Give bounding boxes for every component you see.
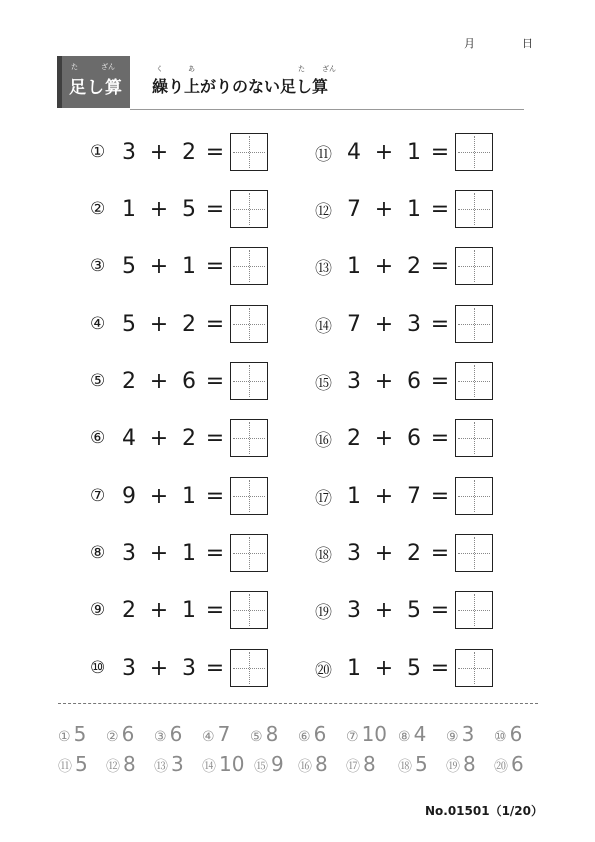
answer-number: ⑨	[446, 729, 459, 745]
addend-b: 5	[182, 196, 196, 222]
answer-key-item	[106, 722, 134, 746]
answer-key-item	[254, 752, 284, 776]
equals-sign: =	[430, 196, 450, 222]
plus-sign: +	[374, 196, 394, 222]
addend-b: 6	[407, 425, 421, 451]
answer-key-item	[346, 752, 376, 776]
addend-b: 3	[407, 311, 421, 337]
addend-b: 2	[182, 311, 196, 337]
equals-sign: =	[205, 196, 225, 222]
problem-10	[90, 648, 268, 688]
problem-number: ⑩	[90, 658, 106, 678]
problem-17	[315, 476, 493, 516]
plus-sign: +	[149, 253, 169, 279]
equals-sign: =	[205, 425, 225, 451]
equals-sign: =	[430, 253, 450, 279]
answer-box[interactable]	[455, 591, 493, 629]
addend-a: 3	[122, 655, 136, 681]
answer-value: 6	[313, 722, 327, 746]
answer-box[interactable]	[455, 247, 493, 285]
answer-value: 5	[75, 752, 88, 776]
answer-key-item	[202, 722, 230, 746]
answer-number: ⑬	[154, 759, 168, 775]
answer-row-1	[58, 722, 538, 752]
addend-b: 1	[182, 540, 196, 566]
equals-sign: =	[205, 311, 225, 337]
answer-key-item	[446, 722, 474, 746]
addend-a: 7	[347, 196, 361, 222]
problem-number: ⑥	[90, 428, 106, 448]
problem-18	[315, 533, 493, 573]
answer-number: ①	[58, 729, 71, 745]
addend-b: 2	[182, 425, 196, 451]
addend-b: 5	[407, 655, 421, 681]
answer-value: 10	[219, 752, 245, 776]
addend-a: 4	[347, 139, 361, 165]
addend-a: 4	[122, 425, 136, 451]
answer-box[interactable]	[230, 591, 268, 629]
plus-sign: +	[149, 368, 169, 394]
problem-number: ②	[90, 199, 106, 219]
addend-b: 2	[407, 253, 421, 279]
answer-box[interactable]	[230, 649, 268, 687]
answer-box[interactable]	[230, 133, 268, 171]
answer-value: 7	[217, 722, 231, 746]
answer-number: ③	[154, 729, 167, 745]
addend-a: 3	[122, 540, 136, 566]
problem-number: ①	[90, 142, 106, 162]
subtitle-ruby-a: あ	[188, 65, 195, 73]
answer-box[interactable]	[230, 247, 268, 285]
answer-value: 8	[265, 722, 279, 746]
answer-number: ⑯	[298, 759, 312, 775]
plus-sign: +	[374, 540, 394, 566]
problem-number: ⑭	[315, 316, 332, 337]
answer-box[interactable]	[455, 419, 493, 457]
plus-sign: +	[374, 425, 394, 451]
month-label: 月	[464, 37, 475, 50]
plus-sign: +	[374, 597, 394, 623]
answer-number: ⑤	[250, 729, 263, 745]
answer-key-item	[106, 752, 136, 776]
addend-b: 6	[407, 368, 421, 394]
plus-sign: +	[149, 540, 169, 566]
problem-8	[90, 533, 268, 573]
plus-sign: +	[149, 139, 169, 165]
answer-number: ⑫	[106, 759, 120, 775]
problem-number: ⑲	[315, 602, 332, 623]
answer-value: 8	[363, 752, 376, 776]
problem-number: ④	[90, 314, 106, 334]
problem-number: ⑱	[315, 545, 332, 566]
problem-number: ⑪	[315, 144, 332, 165]
plus-sign: +	[149, 483, 169, 509]
problem-19	[315, 590, 493, 630]
problem-number: ⑧	[90, 543, 106, 563]
addend-a: 1	[122, 196, 136, 222]
answer-key-item	[298, 752, 328, 776]
equals-sign: =	[430, 483, 450, 509]
answer-key-item	[298, 722, 326, 746]
addend-b: 1	[182, 597, 196, 623]
answer-value: 6	[169, 722, 183, 746]
problem-15	[315, 361, 493, 401]
addend-b: 1	[182, 253, 196, 279]
problem-number: ⑫	[315, 201, 332, 222]
worksheet-code: No.01501（1/20）	[424, 804, 543, 818]
equals-sign: =	[430, 425, 450, 451]
answer-value: 8	[123, 752, 136, 776]
answer-value: 8	[463, 752, 476, 776]
equals-sign: =	[205, 253, 225, 279]
answer-number: ⑥	[298, 729, 311, 745]
equals-sign: =	[205, 597, 225, 623]
plus-sign: +	[149, 655, 169, 681]
answer-key-item	[250, 722, 278, 746]
addend-a: 5	[122, 253, 136, 279]
answer-box[interactable]	[230, 477, 268, 515]
equals-sign: =	[430, 655, 450, 681]
addend-a: 5	[122, 311, 136, 337]
equals-sign: =	[430, 540, 450, 566]
plus-sign: +	[374, 655, 394, 681]
addend-b: 1	[407, 139, 421, 165]
answer-box[interactable]	[455, 477, 493, 515]
answer-value: 4	[413, 722, 427, 746]
problem-2	[90, 189, 268, 229]
problem-number: ⑯	[315, 430, 332, 451]
problem-11	[315, 132, 493, 172]
answer-value: 6	[121, 722, 135, 746]
addend-a: 3	[347, 368, 361, 394]
addend-a: 2	[122, 597, 136, 623]
answer-number: ⑧	[398, 729, 411, 745]
answer-number: ②	[106, 729, 119, 745]
answer-box[interactable]	[455, 534, 493, 572]
answer-value: 8	[315, 752, 328, 776]
addend-b: 7	[407, 483, 421, 509]
page-title: 足し算	[69, 78, 123, 98]
problem-7	[90, 476, 268, 516]
answer-number: ⑮	[254, 759, 268, 775]
answer-key	[58, 722, 538, 782]
answer-key-item	[346, 722, 387, 746]
answer-key-item	[58, 722, 86, 746]
addend-a: 7	[347, 311, 361, 337]
problem-number: ⑰	[315, 488, 332, 509]
problem-14	[315, 304, 493, 344]
answer-value: 5	[73, 722, 87, 746]
equals-sign: =	[205, 540, 225, 566]
addend-b: 3	[182, 655, 196, 681]
answer-key-item	[154, 722, 182, 746]
answer-key-item	[58, 752, 88, 776]
subtitle-ruby-ta: た	[298, 65, 305, 73]
plus-sign: +	[374, 483, 394, 509]
addend-a: 1	[347, 655, 361, 681]
addend-b: 2	[407, 540, 421, 566]
plus-sign: +	[149, 425, 169, 451]
problem-4	[90, 304, 268, 344]
equals-sign: =	[430, 368, 450, 394]
answer-value: 6	[509, 722, 523, 746]
answer-box[interactable]	[230, 362, 268, 400]
problem-20	[315, 648, 493, 688]
answer-number: ⑦	[346, 729, 359, 745]
problem-13	[315, 246, 493, 286]
addend-b: 1	[182, 483, 196, 509]
answer-value: 3	[171, 752, 184, 776]
plus-sign: +	[149, 196, 169, 222]
problem-12	[315, 189, 493, 229]
answer-box[interactable]	[455, 190, 493, 228]
addend-a: 3	[347, 540, 361, 566]
answer-divider	[58, 703, 538, 704]
answer-number: ④	[202, 729, 215, 745]
addend-a: 1	[347, 483, 361, 509]
plus-sign: +	[374, 139, 394, 165]
answer-key-item	[398, 752, 428, 776]
answer-value: 3	[461, 722, 475, 746]
answer-key-item	[202, 752, 244, 776]
addend-b: 1	[407, 196, 421, 222]
answer-box[interactable]	[230, 534, 268, 572]
problem-number: ⑮	[315, 373, 332, 394]
subtitle-text: 繰り上がりのない足し算	[152, 77, 329, 96]
subtitle-ruby-ku: く	[156, 65, 163, 73]
problem-16	[315, 418, 493, 458]
problem-1	[90, 132, 268, 172]
problem-6	[90, 418, 268, 458]
plus-sign: +	[374, 368, 394, 394]
problem-number: ⑦	[90, 486, 106, 506]
answer-value: 9	[271, 752, 284, 776]
plus-sign: +	[149, 311, 169, 337]
addend-b: 2	[182, 139, 196, 165]
problem-number: ⑨	[90, 600, 106, 620]
addend-b: 5	[407, 597, 421, 623]
answer-key-item	[494, 722, 522, 746]
answer-key-item	[154, 752, 184, 776]
problem-5	[90, 361, 268, 401]
answer-value: 10	[361, 722, 388, 746]
answer-number: ⑱	[398, 759, 412, 775]
plus-sign: +	[149, 597, 169, 623]
title-ruby-zan: ざん	[101, 63, 115, 71]
equals-sign: =	[205, 483, 225, 509]
problem-number: ⑳	[315, 660, 332, 681]
answer-value: 6	[511, 752, 524, 776]
equals-sign: =	[205, 655, 225, 681]
equals-sign: =	[205, 368, 225, 394]
answer-value: 5	[415, 752, 428, 776]
addend-a: 9	[122, 483, 136, 509]
problem-number: ⑤	[90, 371, 106, 391]
problem-number: ⑬	[315, 258, 332, 279]
answer-key-item	[494, 752, 524, 776]
addend-b: 6	[182, 368, 196, 394]
subtitle-ruby-zan: ざん	[322, 65, 336, 73]
answer-box[interactable]	[455, 362, 493, 400]
answer-key-item	[398, 722, 426, 746]
answer-box[interactable]	[455, 133, 493, 171]
answer-number: ⑩	[494, 729, 507, 745]
problem-9	[90, 590, 268, 630]
answer-box[interactable]	[230, 190, 268, 228]
plus-sign: +	[374, 311, 394, 337]
day-label: 日	[522, 37, 533, 50]
equals-sign: =	[205, 139, 225, 165]
answer-box[interactable]	[230, 305, 268, 343]
answer-number: ⑭	[202, 759, 216, 775]
plus-sign: +	[374, 253, 394, 279]
answer-box[interactable]	[455, 305, 493, 343]
addend-a: 3	[347, 597, 361, 623]
equals-sign: =	[430, 139, 450, 165]
answer-number: ⑳	[494, 759, 508, 775]
addend-a: 2	[347, 425, 361, 451]
problem-number: ③	[90, 256, 106, 276]
addend-a: 3	[122, 139, 136, 165]
answer-row-2	[58, 752, 538, 782]
answer-number: ⑰	[346, 759, 360, 775]
addend-a: 2	[122, 368, 136, 394]
addend-a: 1	[347, 253, 361, 279]
title-ruby-ta: た	[71, 63, 78, 71]
answer-box[interactable]	[230, 419, 268, 457]
equals-sign: =	[430, 597, 450, 623]
answer-number: ⑪	[58, 759, 72, 775]
equals-sign: =	[430, 311, 450, 337]
answer-number: ⑲	[446, 759, 460, 775]
problem-3	[90, 246, 268, 286]
answer-box[interactable]	[455, 649, 493, 687]
answer-key-item	[446, 752, 476, 776]
